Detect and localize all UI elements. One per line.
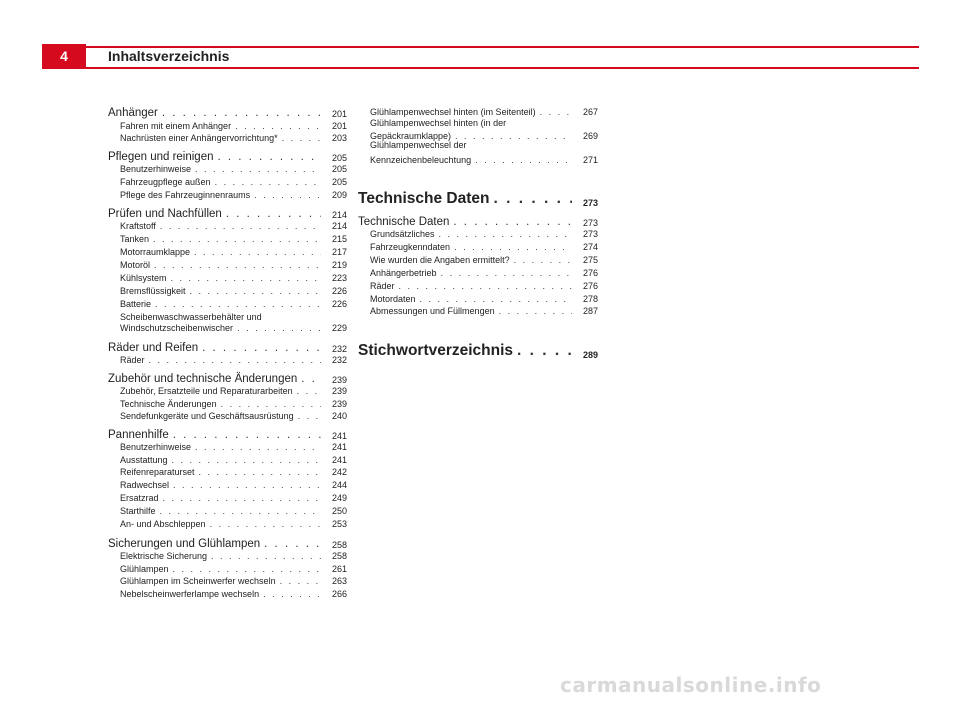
toc-entry-title: Motoröl	[120, 260, 151, 270]
toc-leader-dots	[153, 234, 321, 244]
toc-entry-title: Glühlampen im Scheinwerfer wechseln	[120, 576, 276, 586]
toc-page-number: 276	[582, 268, 598, 278]
toc-entry-title: Motorraumklappe	[120, 247, 191, 257]
toc-page-number: 267	[582, 107, 598, 117]
toc-subentry[interactable]	[108, 299, 347, 309]
toc-subentry[interactable]	[108, 247, 347, 257]
toc-subentry[interactable]	[108, 234, 347, 244]
toc-leader-dots	[215, 177, 321, 187]
toc-page-number: 244	[331, 480, 347, 490]
toc-page-number: 278	[582, 294, 598, 304]
toc-subentry[interactable]	[108, 355, 347, 365]
toc-entry-title: Pflegen und reinigen	[108, 151, 214, 163]
toc-leader-dots	[194, 247, 321, 257]
toc-entry-title: Kennzeichenbeleuchtung	[370, 155, 472, 165]
toc-leader-dots	[235, 121, 321, 131]
toc-subentry[interactable]	[108, 323, 347, 333]
toc-subentry[interactable]	[358, 306, 598, 316]
toc-entry-title: Gepäckraumklappe)	[370, 131, 452, 141]
toc-entry-title: Glühlampen	[120, 564, 169, 574]
toc-leader-dots	[160, 506, 321, 516]
toc-page-number: 203	[331, 133, 347, 143]
toc-entry-title: Benutzerhinweise	[120, 442, 192, 452]
toc-leader-dots	[210, 519, 321, 529]
toc-page-number: 274	[582, 242, 598, 252]
toc-entry-title: Zubehör und technische Änderungen	[108, 373, 298, 385]
toc-page-number: 242	[331, 467, 347, 477]
toc-leader-dots	[202, 342, 321, 354]
toc-section-entry[interactable]	[108, 429, 347, 441]
toc-leader-dots	[195, 164, 321, 174]
toc-page-number: 239	[331, 375, 347, 385]
toc-entry-title: Fahren mit einem Anhänger	[120, 121, 232, 131]
page-title: Inhaltsverzeichnis	[108, 48, 230, 64]
toc-page-number: 232	[331, 344, 347, 354]
toc-page-number: 249	[331, 493, 347, 503]
toc-leader-dots	[540, 107, 572, 117]
toc-entry-title: Technische Daten	[358, 190, 490, 207]
toc-entry-title: Anhänger	[108, 107, 158, 119]
toc-entry-title: Radwechsel	[120, 480, 170, 490]
toc-page-number: 239	[331, 399, 347, 409]
toc-leader-dots	[163, 493, 321, 503]
toc-subentry[interactable]	[358, 268, 598, 278]
toc-page-number: 273	[582, 229, 598, 239]
toc-leader-dots	[420, 294, 572, 304]
toc-subentry[interactable]	[108, 399, 347, 409]
toc-entry-title: Benutzerhinweise	[120, 164, 192, 174]
toc-page-number: 241	[331, 431, 347, 441]
toc-entry-title: Elektrische Sicherung	[120, 551, 208, 561]
toc-entry-title: Sicherungen und Glühlampen	[108, 538, 261, 550]
toc-page-number: 258	[331, 551, 347, 561]
toc-page-number: 239	[331, 386, 347, 396]
toc-leader-dots	[190, 286, 321, 296]
toc-subentry[interactable]	[108, 164, 347, 174]
toc-subentry[interactable]	[108, 576, 347, 586]
toc-entry-title: Tanken	[120, 234, 150, 244]
toc-page-number: 287	[582, 306, 598, 316]
toc-subentry[interactable]	[358, 255, 598, 265]
toc-leader-dots	[171, 273, 321, 283]
toc-page-number: 226	[331, 286, 347, 296]
toc-leader-dots	[173, 429, 321, 441]
toc-subentry[interactable]	[108, 551, 347, 561]
toc-subentry[interactable]	[358, 155, 598, 165]
toc-leader-dots	[226, 208, 321, 220]
toc-subentry[interactable]	[108, 455, 347, 465]
toc-page-number: 258	[331, 540, 347, 550]
toc-leader-dots	[254, 190, 321, 200]
toc-leader-dots	[173, 564, 321, 574]
watermark: carmanualsonline.info	[560, 673, 822, 697]
toc-entry-line: Glühlampenwechsel der	[370, 140, 467, 150]
toc-entry-line: Glühlampenwechsel hinten (in der	[370, 118, 507, 128]
toc-page-number: 275	[582, 255, 598, 265]
toc-subentry[interactable]	[108, 589, 347, 599]
toc-subentry[interactable]	[358, 281, 598, 291]
toc-page-number: 223	[331, 273, 347, 283]
toc-entry-title: Glühlampenwechsel hinten (im Seitenteil)	[370, 107, 536, 117]
toc-section-entry[interactable]	[358, 190, 598, 208]
toc-subentry[interactable]	[108, 221, 347, 231]
toc-leader-dots	[237, 323, 321, 333]
toc-subentry[interactable]	[108, 133, 347, 143]
toc-entry-title: Grundsätzliches	[370, 229, 435, 239]
toc-page-number: 229	[331, 323, 347, 333]
toc-page-number: 214	[331, 221, 347, 231]
toc-entry-title: Nachrüsten einer Anhängervorrichtung*	[120, 133, 278, 143]
toc-section-entry[interactable]	[108, 151, 347, 163]
toc-page-number: 269	[582, 131, 598, 141]
toc-entry-title: Ausstattung	[120, 455, 168, 465]
toc-section-entry[interactable]	[358, 216, 598, 228]
toc-section-entry[interactable]	[108, 538, 347, 550]
toc-subentry[interactable]	[108, 411, 347, 421]
toc-entry-title: An- und Abschleppen	[120, 519, 206, 529]
toc-leader-dots	[199, 467, 321, 477]
toc-subentry[interactable]	[108, 273, 347, 283]
toc-page-number: 273	[582, 218, 598, 228]
toc-entry-title: Prüfen und Nachfüllen	[108, 208, 222, 220]
toc-subentry[interactable]	[108, 386, 347, 396]
toc-leader-dots	[399, 281, 572, 291]
toc-leader-dots	[160, 221, 321, 231]
toc-entry-title: Ersatzrad	[120, 493, 159, 503]
toc-entry-title: Fahrzeugkenndaten	[370, 242, 451, 252]
toc-subentry[interactable]	[108, 177, 347, 187]
toc-page-number: 232	[331, 355, 347, 365]
toc-subentry[interactable]	[108, 493, 347, 503]
toc-leader-dots	[514, 255, 572, 265]
toc-entry-title: Technische Daten	[358, 216, 450, 228]
toc-page-number: 219	[331, 260, 347, 270]
toc-page-number: 263	[331, 576, 347, 586]
toc-subentry[interactable]	[108, 190, 347, 200]
toc-entry-title: Pflege des Fahrzeuginnenraums	[120, 190, 251, 200]
toc-entry-title: Windschutzscheibenwischer	[120, 323, 234, 333]
toc-subentry[interactable]	[108, 519, 347, 529]
toc-leader-dots	[441, 268, 572, 278]
toc-leader-dots	[301, 373, 321, 385]
toc-entry-title: Sendefunkgeräte und Geschäftsausrüstung	[120, 411, 294, 421]
page-number-badge	[42, 44, 86, 68]
toc-section-entry[interactable]	[108, 107, 347, 119]
header-bottom-rule	[42, 67, 919, 69]
toc-page-number: 241	[331, 442, 347, 452]
toc-page-number: 273	[582, 198, 598, 208]
toc-subentry[interactable]	[108, 480, 347, 490]
toc-leader-dots	[517, 342, 572, 360]
toc-page-number: 241	[331, 455, 347, 465]
toc-page-number: 250	[331, 506, 347, 516]
toc-entry-title: Räder	[120, 355, 145, 365]
toc-leader-dots	[162, 107, 321, 119]
toc-page-number: 201	[331, 109, 347, 119]
toc-leader-dots	[172, 455, 321, 465]
page-number: 4	[60, 48, 68, 64]
toc-subentry[interactable]	[358, 229, 598, 239]
toc-entry-title: Fahrzeugpflege außen	[120, 177, 211, 187]
toc-leader-dots	[494, 190, 572, 208]
toc-subentry[interactable]	[108, 564, 347, 574]
toc-page-number: 205	[331, 153, 347, 163]
toc-section-entry[interactable]	[108, 342, 347, 354]
toc-entry-title: Räder	[370, 281, 395, 291]
toc-subentry[interactable]	[108, 286, 347, 296]
toc-leader-dots	[263, 589, 321, 599]
toc-leader-dots	[280, 576, 321, 586]
toc-leader-dots	[297, 386, 321, 396]
toc-section-entry[interactable]	[108, 208, 347, 220]
toc-leader-dots	[155, 299, 321, 309]
toc-page-number: 226	[331, 299, 347, 309]
toc-subentry[interactable]	[108, 506, 347, 516]
toc-page-number: 205	[331, 164, 347, 174]
toc-leader-dots	[453, 216, 572, 228]
toc-page-number: 253	[331, 519, 347, 529]
toc-page-number: 289	[582, 350, 598, 360]
toc-entry-title: Motordaten	[370, 294, 416, 304]
toc-leader-dots	[154, 260, 321, 270]
toc-subentry[interactable]	[108, 121, 347, 131]
toc-page-number: 240	[331, 411, 347, 421]
toc-page-number: 214	[331, 210, 347, 220]
toc-section-entry[interactable]	[108, 373, 347, 385]
toc-entry-title: Räder und Reifen	[108, 342, 199, 354]
toc-entry-title: Wie wurden die Angaben ermittelt?	[370, 255, 510, 265]
toc-leader-dots	[475, 155, 572, 165]
toc-entry-title: Abmessungen und Füllmengen	[370, 306, 495, 316]
toc-page-number: 201	[331, 121, 347, 131]
toc-entry-title: Nebelscheinwerferlampe wechseln	[120, 589, 260, 599]
toc-entry-title: Starthilfe	[120, 506, 156, 516]
toc-leader-dots	[211, 551, 321, 561]
toc-entry-title: Zubehör, Ersatzteile und Reparaturarbeiten	[120, 386, 293, 396]
toc-leader-dots	[264, 538, 321, 550]
toc-leader-dots	[282, 133, 321, 143]
toc-subentry[interactable]	[108, 260, 347, 270]
toc-page-number: 205	[331, 177, 347, 187]
toc-leader-dots	[218, 151, 322, 163]
toc-entry-title: Kraftstoff	[120, 221, 156, 231]
toc-entry-title: Technische Änderungen	[120, 399, 217, 409]
toc-leader-dots	[455, 131, 572, 141]
toc-page-number: 266	[331, 589, 347, 599]
toc-leader-dots	[173, 480, 321, 490]
toc-leader-dots	[499, 306, 572, 316]
toc-entry-title: Bremsflüssigkeit	[120, 286, 186, 296]
toc-entry-title: Batterie	[120, 299, 152, 309]
toc-entry-title: Anhängerbetrieb	[370, 268, 437, 278]
toc-entry-title: Reifenreparaturset	[120, 467, 195, 477]
toc-subentry[interactable]	[108, 467, 347, 477]
toc-page-number: 217	[331, 247, 347, 257]
toc-leader-dots	[149, 355, 321, 365]
toc-leader-dots	[298, 411, 321, 421]
toc-entry-title: Kühlsystem	[120, 273, 167, 283]
toc-leader-dots	[195, 442, 321, 452]
toc-entry-title: Pannenhilfe	[108, 429, 169, 441]
toc-leader-dots	[221, 399, 321, 409]
toc-leader-dots	[454, 242, 572, 252]
toc-subentry[interactable]	[108, 442, 347, 452]
toc-entry-title: Stichwortverzeichnis	[358, 342, 514, 359]
toc-subentry[interactable]	[358, 242, 598, 252]
toc-section-entry[interactable]	[358, 342, 598, 360]
toc-page-number: 271	[582, 155, 598, 165]
toc-subentry[interactable]	[358, 294, 598, 304]
toc-page-number: 209	[331, 190, 347, 200]
toc-leader-dots	[439, 229, 572, 239]
toc-page-number: 261	[331, 564, 347, 574]
toc-entry-line: Scheibenwaschwasserbehälter und	[120, 312, 262, 322]
toc-page-number: 276	[582, 281, 598, 291]
toc-subentry[interactable]	[358, 107, 598, 117]
toc-page-number: 215	[331, 234, 347, 244]
